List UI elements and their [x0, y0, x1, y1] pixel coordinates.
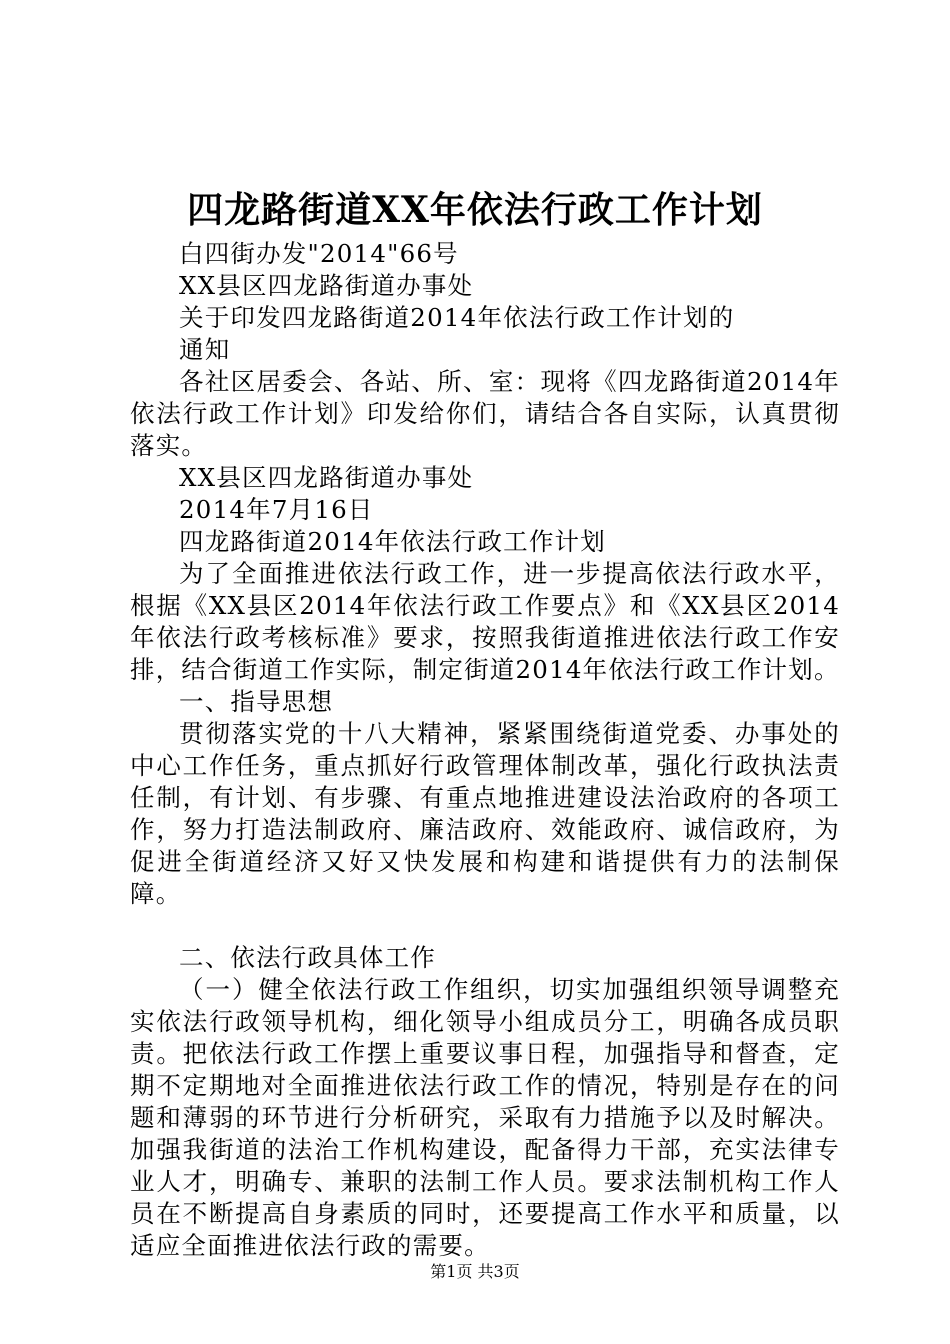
intro-paragraph: 为了全面推进依法行政工作，进一步提高依法行政水平，根据《XX县区2014年依法行政工作要点》和《XX县区2014年依法行政考核标准》要求，按照我街道推进依法行政工作安排，结合街道工作实际，制定街道2014年依法行政工作计划。 — [130, 559, 840, 684]
document-title: 四龙路街道XX年依法行政工作计划 — [187, 189, 763, 231]
notice-title-line-1: 关于印发四龙路街道2014年依法行政工作计划的 — [179, 303, 735, 332]
notice-body: 各社区居委会、各站、所、室：现将《四龙路街道2014年依法行政工作计划》印发给你们，请结合各自实际，认真贯彻落实。 — [130, 367, 840, 460]
signature-office: XX县区四龙路街道办事处 — [179, 463, 474, 492]
work-item-1-paragraph: （一）健全依法行政工作组织，切实加强组织领导调整充实依法行政领导机构，细化领导小组成员分工，明确各成员职责。把依法行政工作摆上重要议事日程，加强指导和督查，定期不定期地对全面推进依法行政工作的情况，特别是存在的问题和薄弱的环节进行分析研究，采取有力措施予以及时解决。加强我街道的法治工作机构建设，配备得力干部，充实法律专业人才，明确专、兼职的法制工作人员。要求法制机构工作人员在不断提高自身素质的同时，还要提高工作水平和质量，以适应全面推进依法行政的需要。 — [130, 975, 840, 1260]
guiding-thought-paragraph: 贯彻落实党的十八大精神，紧紧围绕街道党委、办事处的中心工作任务，重点抓好行政管理体制改革，强化行政执法责任制，有计划、有步骤、有重点地推进建设法治政府的各项工作，努力打造法制政府、廉洁政府、效能政府、诚信政府，为促进全街道经济又好又快发展和构建和谐提供有力的法制保障。 — [130, 719, 840, 908]
section-heading-1: 一、指导思想 — [179, 687, 334, 716]
plan-title: 四龙路街道2014年依法行政工作计划 — [179, 527, 606, 556]
issuing-office: XX县区四龙路街道办事处 — [179, 271, 474, 300]
page-footer: 第1页 共3页 — [430, 1262, 520, 1281]
notice-title-line-2: 通知 — [179, 335, 231, 364]
doc-number: 白四街办发"2014"66号 — [179, 239, 459, 268]
signature-date: 2014年7月16日 — [179, 495, 374, 524]
section-heading-2: 二、依法行政具体工作 — [179, 943, 436, 972]
document-body — [130, 238, 840, 1262]
